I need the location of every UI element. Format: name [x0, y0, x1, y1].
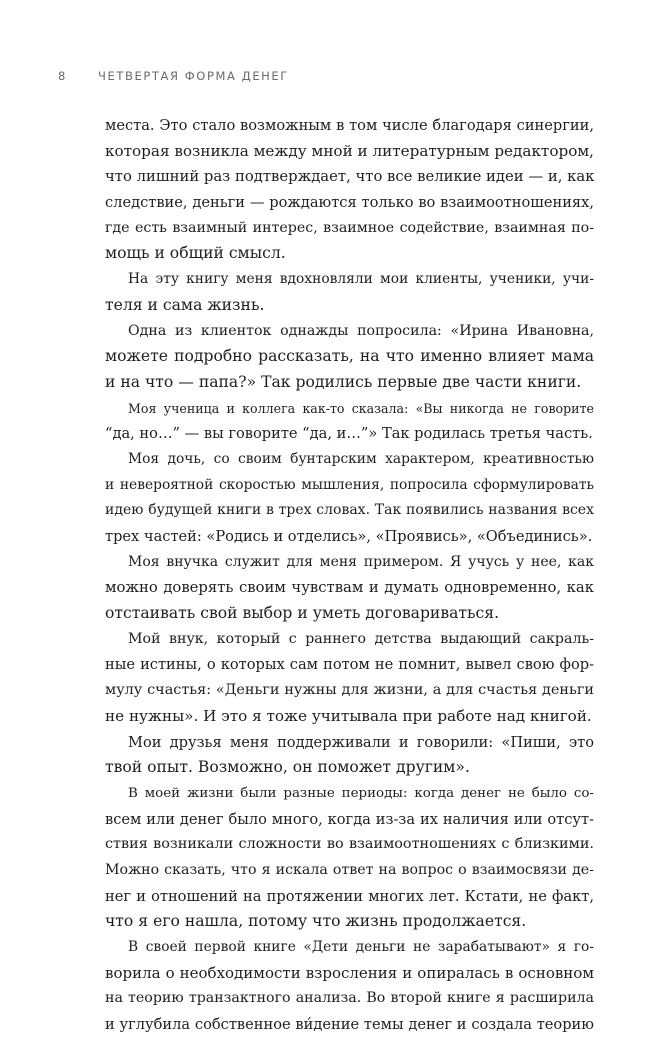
running-title: ЧЕТВЕРТАЯ ФОРМА ДЕНЕГ	[98, 69, 289, 83]
text-line: ствия возникали сложности во взаимоотношениях с близкими.	[105, 836, 594, 853]
paragraph	[105, 627, 594, 730]
text-line: которая возникла между мной и литературным редактором,	[105, 141, 594, 160]
text-line: отстаивать свой выбор и уметь договариваться.	[105, 604, 500, 623]
text-line: и на что — папа?» Так родились первые две части книги.	[105, 372, 582, 391]
paragraph	[105, 319, 594, 396]
text-line: Моя дочь, со своим бунтарским характером, креативностью	[128, 450, 594, 467]
body-text	[105, 113, 594, 1038]
paragraph	[105, 935, 594, 1038]
text-line: что я его нашла, потому что жизнь продолжается.	[105, 912, 527, 931]
text-line: нег и отношений на протяжении многих лет. Кстати, не факт,	[105, 887, 594, 905]
text-line: Можно сказать, что я искала ответ на вопрос о взаимосвязи де-	[105, 861, 594, 878]
text-line: ворила о необходимости взросления и опиралась в основном	[105, 963, 594, 982]
text-line: и углубила собственное ви́дение темы денег и создала теорию	[105, 1016, 594, 1034]
text-line: не нужны». И это я тоже учитывала при работе над книгой.	[105, 706, 592, 725]
text-line: следствие, деньги — рождаются только во взаимоотношениях,	[105, 194, 594, 212]
text-line: что лишний раз подтверждает, что все великие идеи — и, как	[105, 168, 595, 186]
text-line: теля и сама жизнь.	[105, 295, 265, 314]
text-line: можете подробно рассказать, на что именно влияет мама	[105, 347, 594, 366]
text-line: “да, но…” — вы говорите “да, и…”» Так родилась третья часть.	[105, 425, 593, 443]
text-line: места. Это стало возможным в том числе благодаря синергии,	[105, 117, 594, 134]
text-line: В моей жизни были разные периоды: когда денег не было со-	[128, 785, 594, 801]
text-line: Одна из клиенток однажды попросила: «Ирина Ивановна,	[128, 322, 594, 339]
paragraph	[105, 267, 594, 318]
text-line: Моя внучка служит для меня примером. Я учусь у нее, как	[128, 553, 594, 570]
paragraph	[105, 781, 594, 935]
running-header	[58, 67, 289, 85]
text-line: Мой внук, который с раннего детства выдающий сакраль-	[128, 630, 594, 647]
text-line: идею будущей книги в трех словах. Так появились названия всех	[105, 502, 594, 519]
text-line: на теорию транзактного анализа. Во второй книге я расширила	[105, 990, 594, 1007]
page-number: 8	[58, 69, 67, 83]
text-line: В своей первой книге «Дети деньги не зарабатывают» я го-	[128, 939, 594, 955]
paragraph	[105, 550, 594, 627]
paragraph	[105, 396, 594, 447]
text-line: Мои друзья меня поддерживали и говорили: «Пиши, это	[128, 733, 594, 751]
text-line: На эту книгу меня вдохновляли мои клиенты, ученики, учи-	[128, 271, 594, 288]
text-line: и невероятной скоростью мышления, попросила сформулировать	[105, 476, 594, 493]
text-line: мощь и общий смысл.	[105, 244, 286, 263]
text-line: можно доверять своим чувствам и думать одновременно, как	[105, 579, 594, 597]
text-line: мулу счастья: «Деньги нужны для жизни, а для счастья деньги	[105, 682, 594, 699]
text-line: твой опыт. Возможно, он поможет другим».	[105, 758, 470, 777]
text-line: всем или денег было много, когда из-за их наличия или отсут-	[105, 810, 594, 828]
text-line: ные истины, о которых сам потом не помнит, вывел свою фор-	[105, 656, 594, 674]
paragraph	[105, 113, 594, 267]
text-line: Моя ученица и коллега как-то сказала: «Вы никогда не говорите	[128, 400, 594, 416]
text-line: трех частей: «Родись и отделись», «Проявись», «Объединись».	[105, 528, 593, 545]
text-line: где есть взаимный интерес, взаимное содействие, взаимная по-	[105, 219, 594, 236]
paragraph	[105, 730, 594, 781]
paragraph	[105, 447, 594, 550]
